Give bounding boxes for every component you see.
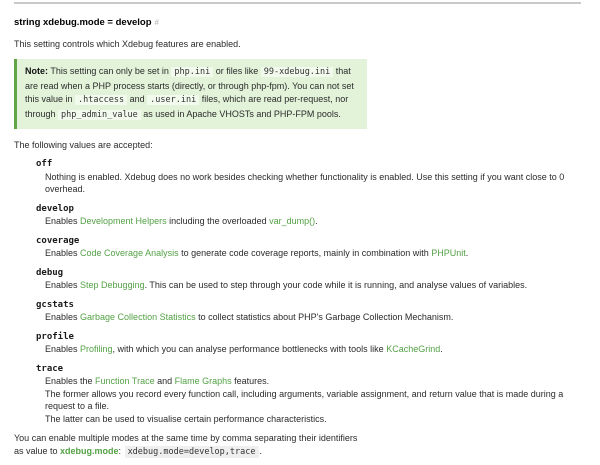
documentation-page bbox=[0, 2, 600, 459]
section-divider bbox=[14, 2, 581, 4]
note-text: This setting can only be set in bbox=[48, 66, 172, 76]
function-trace-link[interactable]: Function Trace bbox=[95, 376, 155, 386]
note-code-php-ini: php.ini bbox=[171, 67, 213, 77]
desc-text: , with which you can analyse performance bottlenecks with tools like bbox=[112, 344, 387, 354]
mode-desc-trace bbox=[45, 375, 590, 425]
footer-text: You can enable multiple modes at the same time by comma separating their identifiers as value to bbox=[14, 433, 358, 456]
setting-heading bbox=[14, 17, 590, 28]
mode-term-develop: develop bbox=[36, 203, 74, 214]
desc-text: and bbox=[154, 376, 175, 386]
desc-text: features. bbox=[231, 376, 270, 386]
trace-line-1 bbox=[45, 375, 590, 388]
var-dump-link[interactable]: var_dump() bbox=[269, 216, 316, 226]
desc-text: to generate code coverage reports, mainly in combination with bbox=[178, 248, 432, 258]
mode-term-coverage: coverage bbox=[36, 235, 80, 246]
desc-text: including the overloaded bbox=[166, 216, 270, 226]
note-box bbox=[14, 59, 367, 129]
mode-term-gcstats: gcstats bbox=[36, 299, 74, 310]
desc-text: . bbox=[315, 216, 318, 226]
note-code-user-ini: .user.ini bbox=[147, 95, 199, 105]
desc-text: . This can be used to step through your code while it is running, and analyse values of variables. bbox=[144, 280, 528, 290]
development-helpers-link[interactable]: Development Helpers bbox=[80, 216, 167, 226]
note-text: or files like bbox=[213, 66, 261, 76]
desc-text: Enables bbox=[45, 216, 81, 226]
setting-heading-text: string xdebug.mode = develop bbox=[14, 17, 152, 28]
intro-paragraph: This setting controls which Xdebug features are enabled. bbox=[14, 39, 241, 49]
profiling-link[interactable]: Profiling bbox=[80, 344, 113, 354]
footer-text: . bbox=[259, 446, 263, 456]
mode-desc-debug bbox=[45, 279, 590, 292]
garbage-collection-statistics-link[interactable]: Garbage Collection Statistics bbox=[80, 312, 196, 322]
desc-text: Enables the bbox=[45, 376, 96, 386]
footer-text: : bbox=[118, 446, 124, 456]
mode-term-trace: trace bbox=[36, 363, 64, 374]
heading-anchor-link[interactable]: # bbox=[154, 18, 159, 27]
desc-text: to collect statistics about PHP's Garbage Collection Mechanism. bbox=[195, 312, 454, 322]
code-coverage-analysis-link[interactable]: Code Coverage Analysis bbox=[80, 248, 179, 258]
mode-definition-list bbox=[36, 158, 590, 425]
mode-term-profile: profile bbox=[36, 331, 74, 342]
desc-text: . bbox=[440, 344, 443, 354]
kcachegrind-link[interactable]: KCacheGrind bbox=[386, 344, 441, 354]
note-text: as used in Apache VHOSTs and PHP-FPM pools. bbox=[140, 108, 341, 119]
trace-line-3: The latter can be used to visualise certain performance characteristics. bbox=[45, 413, 327, 424]
desc-text: . bbox=[465, 248, 469, 258]
mode-term-off: off bbox=[36, 159, 53, 169]
mode-desc-develop bbox=[45, 215, 590, 228]
note-code-php-admin-value: php_admin_value bbox=[58, 110, 141, 120]
note-text: files, which are read per-request, nor through bbox=[25, 94, 349, 119]
desc-text: Enables bbox=[45, 344, 81, 354]
multiple-modes-paragraph bbox=[14, 432, 366, 459]
mode-desc-off bbox=[45, 171, 590, 196]
mode-desc-coverage bbox=[45, 247, 590, 260]
note-label: Note: bbox=[25, 66, 48, 76]
note-code-99-xdebug-ini: 99-xdebug.ini bbox=[261, 67, 334, 77]
step-debugging-link[interactable]: Step Debugging bbox=[80, 280, 145, 290]
mode-desc-gcstats bbox=[45, 311, 590, 324]
desc-text: Enables bbox=[45, 280, 81, 290]
note-code-htaccess: .htaccess bbox=[75, 95, 127, 105]
flame-graphs-link[interactable]: Flame Graphs bbox=[174, 376, 232, 386]
mode-example-code: xdebug.mode=develop,trace bbox=[125, 446, 259, 458]
trace-line-2: The former allows you record every function call, including arguments, variable assignment, and return value that is made during a request to a file. bbox=[45, 388, 564, 411]
note-text: that are read when a PHP process starts (directly, or through php-fpm). You can not set this value in bbox=[25, 66, 354, 104]
desc-text: Nothing is enabled. Xdebug does no work besides checking whether functionality is enabled. Use this setting if you want close to 0 overhead. bbox=[45, 171, 565, 194]
note-text: and bbox=[127, 94, 148, 104]
mode-term-debug: debug bbox=[36, 267, 64, 278]
phpunit-link[interactable]: PHPUnit bbox=[431, 248, 466, 258]
accepted-values-intro: The following values are accepted: bbox=[14, 140, 153, 150]
desc-text: Enables bbox=[45, 248, 81, 258]
desc-text: Enables bbox=[45, 312, 81, 322]
mode-desc-profile bbox=[45, 343, 590, 356]
xdebug-mode-link[interactable]: xdebug.mode bbox=[60, 446, 119, 456]
